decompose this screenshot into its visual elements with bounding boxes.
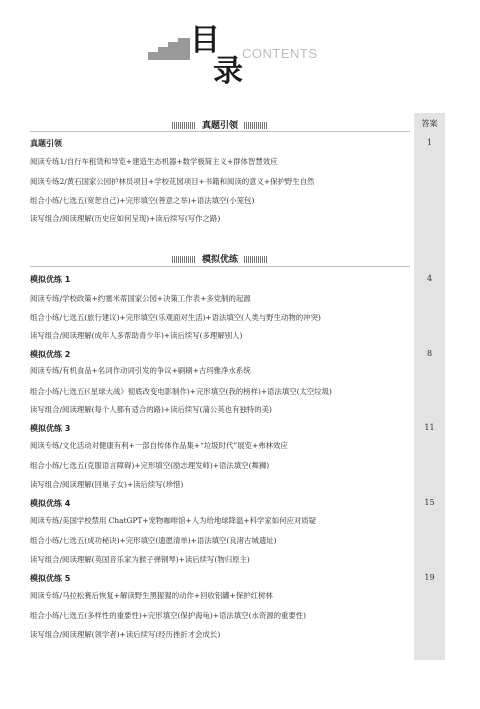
toc-entry[interactable]: 阅读专练2/黄石国家公园护林员项目+学校花园项目+书籍和阅读的意义+保护野生自然 xyxy=(30,177,315,186)
toc-entry[interactable]: 读写组合/阅读理解(成年人多帮助青少年)+读后续写(多理解别人) xyxy=(30,331,243,340)
toc-entry[interactable]: 读写组合/阅读理解(每个人都有适合的路)+读后续写(蒲公英也有独特的美) xyxy=(30,405,272,414)
page-number[interactable]: 11 xyxy=(424,423,435,432)
toc-entry[interactable]: 组合小练/七选五(宽恕自己)+完形填空(善意之举)+语法填空(小笼包) xyxy=(30,196,255,205)
page-number[interactable]: 4 xyxy=(426,274,433,283)
page-number[interactable]: 1 xyxy=(426,138,433,147)
dots-decoration-icon xyxy=(172,256,196,263)
title-char-1: 目 xyxy=(190,23,220,58)
dots-decoration-icon xyxy=(244,122,268,129)
dots-decoration-icon xyxy=(172,122,196,129)
toc-entry[interactable]: 阅读专练/有机食品+名词作动词引发的争议+刷刷+古玛雅净水系统 xyxy=(30,366,251,375)
section-title-moni: 模拟优练 xyxy=(172,252,372,265)
page-number[interactable]: 8 xyxy=(426,349,433,358)
group-title: 模拟优练 2 xyxy=(30,350,71,359)
toc-entry[interactable]: 组合小练/七选五(旅行建议)+完形填空(乐观面对生活)+语法填空(人类与野生动物的冲突) xyxy=(30,313,321,322)
toc-entry[interactable]: 组合小练/七选五(《星球大战》彻底改变电影制作)+完形填空(我的榜样)+语法填空(太空垃圾) xyxy=(30,387,332,396)
toc-entry[interactable]: 读写组合/阅读理解(领学者)+读后续写(经历挫折才会成长) xyxy=(30,630,221,639)
section-title-zhenti: 真题引领 xyxy=(172,118,372,131)
answer-column-label: 答案 xyxy=(421,119,438,128)
group-title: 模拟优练 1 xyxy=(30,275,71,284)
group-title: 真题引领 xyxy=(30,139,62,148)
toc-entry[interactable]: 组合小练/七选五(多样性的重要性)+完形填空(保护海龟)+语法填空(水资源的重要性) xyxy=(30,611,307,620)
divider xyxy=(30,131,410,132)
page-number[interactable]: 19 xyxy=(424,573,435,582)
dots-decoration-icon xyxy=(244,256,268,263)
toc-entry[interactable]: 组合小练/七选五(成功秘诀)+完形填空(遗愿清单)+语法填空(良渚古城遗址) xyxy=(30,536,277,545)
toc-entry[interactable]: 读写组合/阅读理解(英国音乐家为猴子弹钢琴)+读后续写(物归原主) xyxy=(30,555,250,564)
title-char-2: 录 xyxy=(213,54,243,89)
toc-entry[interactable]: 阅读专练/马拉松赛后恢复+解读野生黑猩猩的动作+回收铝罐+保护红树林 xyxy=(30,591,273,600)
toc-entry[interactable]: 读写组合/阅读理解(历史应如何呈现)+读后续写(写作之路) xyxy=(30,214,221,223)
page-number[interactable]: 15 xyxy=(424,498,435,507)
toc-entry[interactable]: 阅读专练/学校政策+约塞米蒂国家公园+决策工作表+多党制的起源 xyxy=(30,294,251,303)
toc-entry[interactable]: 组合小练/七选五(克服语言障碍)+完形填空(励志理发师)+语法填空(舞狮) xyxy=(30,461,270,470)
toc-header xyxy=(0,0,480,100)
contents-label: CONTENTS xyxy=(242,46,318,61)
group-title: 模拟优练 4 xyxy=(30,499,71,508)
toc-entry[interactable]: 读写组合/阅读理解(回巢子女)+读后续写(珍惜) xyxy=(30,480,184,489)
toc-entry[interactable]: 阅读专练/文化活动对健康有利+一部自传体作品集+“垃圾时代”展览+弗林效应 xyxy=(30,441,288,450)
toc-entry[interactable]: 阅读专练/美国学校禁用 ChatGPT+宠物咖啡馆+人为给地球降温+科学家如何应对质疑 xyxy=(30,516,317,525)
group-title: 模拟优练 3 xyxy=(30,424,71,433)
group-title: 模拟优练 5 xyxy=(30,574,71,583)
divider xyxy=(30,266,410,267)
toc-entry[interactable]: 阅读专练1/自行车租赁和导览+建造生态机器+数学极简主义+群体智慧效应 xyxy=(30,157,278,166)
